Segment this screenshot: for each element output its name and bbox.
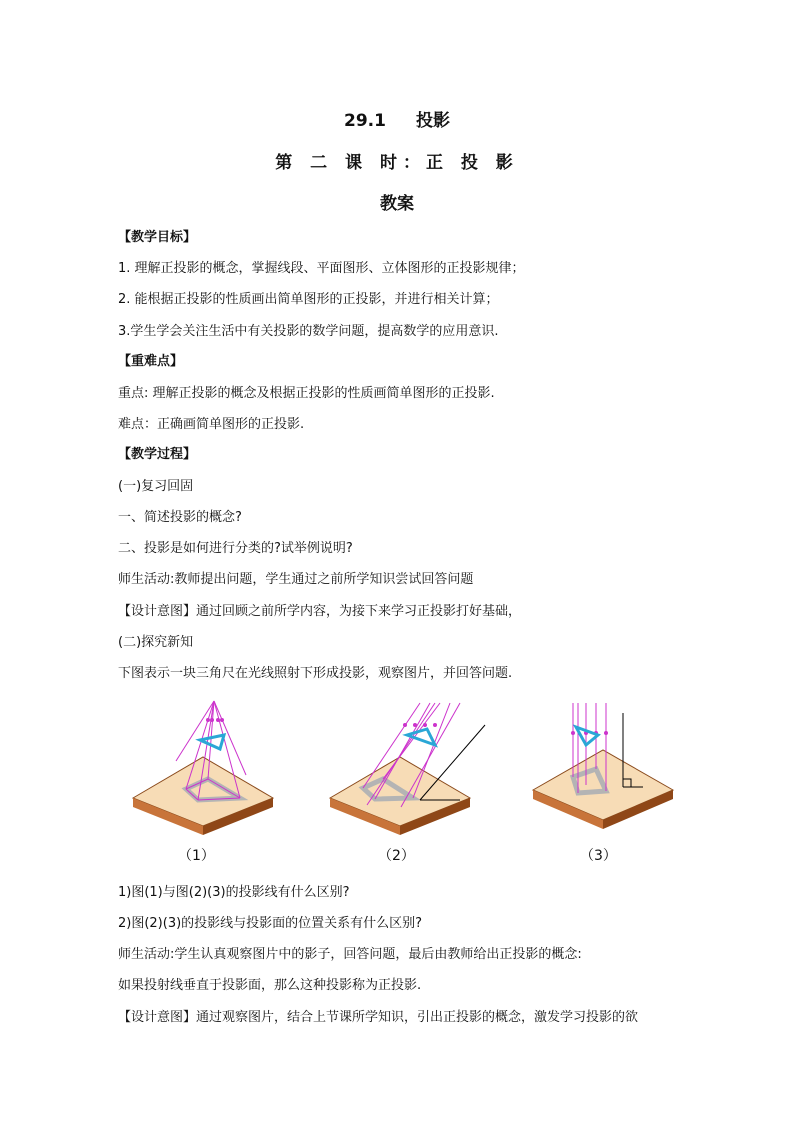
goal-1: 1. 理解正投影的概念，掌握线段、平面图形、立体图形的正投影规律；	[118, 261, 525, 276]
triangle-ruler	[407, 729, 435, 745]
heading-goals: 【教学目标】	[118, 230, 197, 245]
figure-intro: 下图表示一块三角尺在光线照射下形成投影，观察图片，并回答问题.	[118, 666, 513, 681]
definition-orthogonal: 如果投射线垂直于投影面，那么这种投影称为正投影.	[118, 978, 422, 993]
heading-process: 【教学过程】	[118, 447, 197, 462]
figure-2-caption: （2）	[378, 848, 415, 864]
step-explore: (二)探究新知	[118, 635, 194, 650]
figure-3-orthogonal-projection	[528, 695, 678, 840]
design-intent-1: 【设计意图】通过回顾之前所学内容，为接下来学习正投影打好基础，	[118, 604, 522, 619]
ray-arrows	[206, 718, 224, 722]
key-point: 重点: 理解正投影的概念及根据正投影的性质画简单图形的正投影.	[118, 386, 495, 401]
goal-3: 3.学生学会关注生活中有关投影的数学问题，提高数学的应用意识.	[118, 324, 499, 339]
question-concept: 一、简述投影的概念?	[118, 510, 242, 525]
activity-1: 师生活动:教师提出问题，学生通过之前所学知识尝试回答问题	[118, 572, 474, 587]
section-topic: 投影	[415, 111, 450, 131]
triangle-ruler	[200, 735, 224, 749]
heading-keys: 【重难点】	[118, 354, 184, 369]
section-number: 29.1	[344, 111, 386, 131]
lesson-subtitle: 第 二 课 时：正 投 影	[275, 153, 519, 173]
question-classify: 二、投影是如何进行分类的?试举例说明?	[118, 541, 353, 556]
goal-2: 2. 能根据正投影的性质画出简单图形的正投影，并进行相关计算；	[118, 292, 499, 307]
figure-1-caption: （1）	[178, 848, 215, 864]
design-intent-2: 【设计意图】通过观察图片，结合上节课所学知识，引出正投影的概念，激发学习投影的欲	[118, 1010, 639, 1025]
triangle-ruler	[576, 727, 598, 745]
step-review: (一)复习回固	[118, 479, 194, 494]
lesson-title	[0, 106, 794, 131]
document-type: 教案	[380, 194, 414, 214]
activity-2: 师生活动:学生认真观察图片中的影子，回答问题，最后由教师给出正投影的概念:	[118, 947, 582, 962]
question-2: 2)图(2)(3)的投影线与投影面的位置关系有什么区别?	[118, 916, 423, 931]
figure-1-central-projection	[128, 695, 278, 840]
figure-3-caption: （3）	[580, 848, 617, 864]
question-1: 1)图(1)与图(2)(3)的投影线有什么区别?	[118, 885, 350, 900]
difficult-point: 难点：正确画简单图形的正投影.	[118, 417, 305, 432]
figure-2-oblique-projection	[325, 695, 495, 840]
